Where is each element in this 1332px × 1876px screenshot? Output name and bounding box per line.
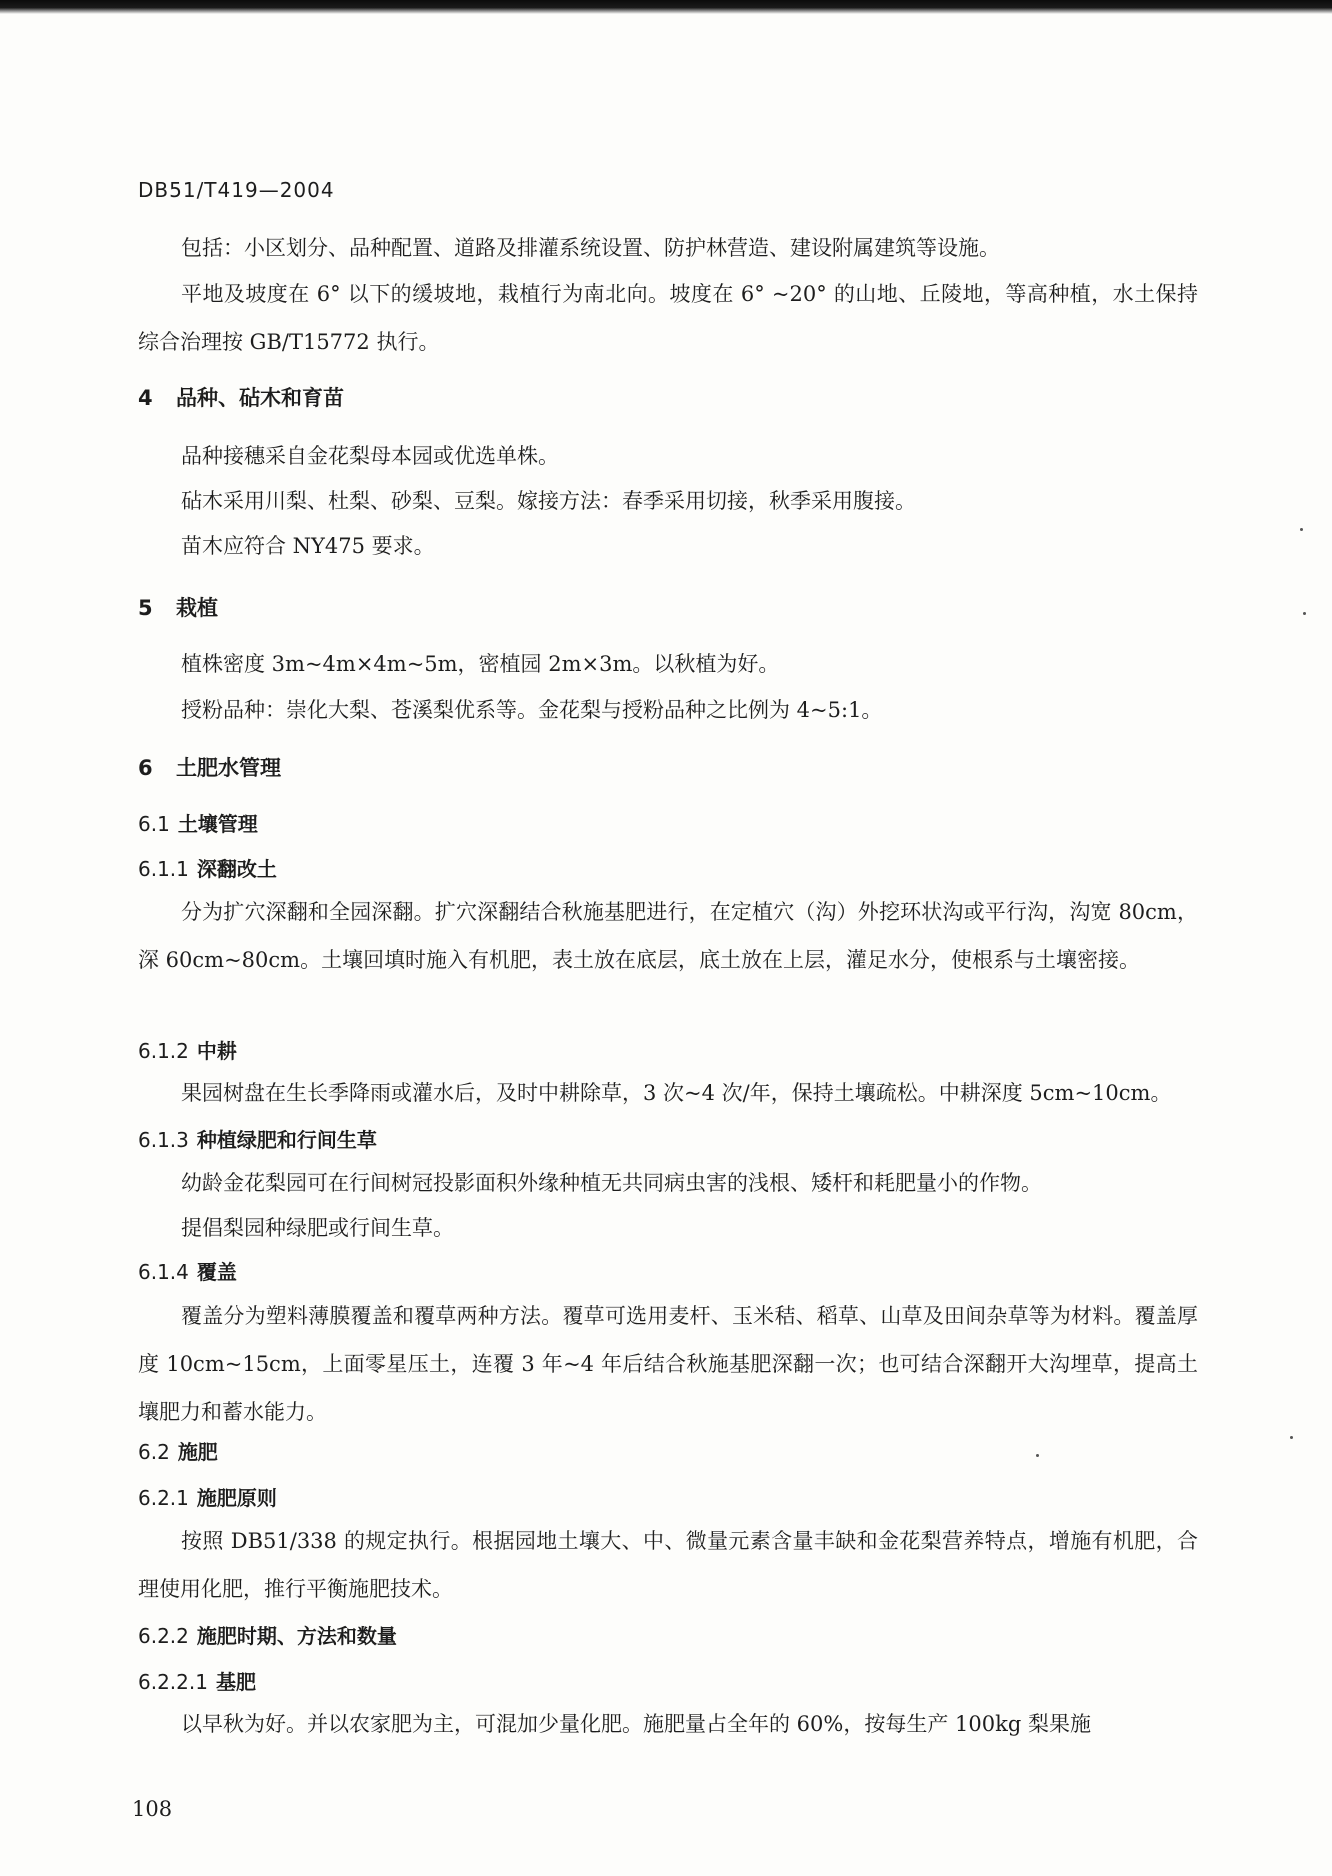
document-id: DB51/T419—2004	[138, 178, 335, 202]
section-6-2-1-paragraph: 按照 DB51/338 的规定执行。根据园地土壤大、中、微量元素含量丰缺和金花梨营养特点，增施有机肥，合理使用化肥，推行平衡施肥技术。	[138, 1529, 1198, 1601]
section-6-1-4-heading	[138, 1256, 237, 1285]
section-6-1-3-paragraph-2: 提倡梨园种绿肥或行间生草。	[181, 1216, 454, 1240]
section-title: 覆盖	[196, 1260, 237, 1284]
section-number: 6.2.1	[138, 1486, 189, 1510]
section-title: 基肥	[215, 1670, 256, 1694]
section-number: 6.1	[138, 812, 170, 836]
section-number: 6.1.4	[138, 1260, 189, 1284]
section-5-heading	[138, 592, 218, 622]
section-6-2-heading	[138, 1436, 218, 1465]
section-number: 6	[138, 756, 153, 780]
scan-top-edge	[0, 0, 1332, 14]
section-title: 土肥水管理	[176, 756, 281, 780]
scan-speck	[1290, 1436, 1293, 1439]
section-title: 种植绿肥和行间生草	[196, 1128, 377, 1152]
section-6-2-2-heading	[138, 1620, 397, 1649]
section-number: 6.2.2	[138, 1624, 189, 1648]
section-title: 中耕	[196, 1039, 237, 1063]
section-title: 栽植	[176, 596, 218, 620]
section-title: 施肥时期、方法和数量	[196, 1624, 397, 1648]
section-4-paragraph-2: 砧木采用川梨、杜梨、砂梨、豆梨。嫁接方法：春季采用切接，秋季采用腹接。	[181, 489, 916, 513]
section-number: 4	[138, 386, 153, 410]
section-6-1-2-paragraph: 果园树盘在生长季降雨或灌水后，及时中耕除草，3 次~4 次/年，保持土壤疏松。中耕深度 5cm~10cm。	[181, 1081, 1172, 1105]
section-number: 6.2	[138, 1440, 170, 1464]
section-number: 6.2.2.1	[138, 1670, 208, 1694]
section-title: 土壤管理	[177, 812, 258, 836]
scan-speck	[1300, 528, 1303, 531]
section-5-paragraph-2: 授粉品种：崇化大梨、苍溪梨优系等。金花梨与授粉品种之比例为 4~5:1。	[181, 698, 883, 722]
section-6-2-2-1-paragraph: 以早秋为好。并以农家肥为主，可混加少量化肥。施肥量占全年的 60%，按每生产 100kg 梨果施	[181, 1712, 1091, 1736]
section-title: 品种、砧木和育苗	[176, 386, 344, 410]
scan-speck	[1036, 1454, 1039, 1457]
section-6-1-4-paragraph: 覆盖分为塑料薄膜覆盖和覆草两种方法。覆草可选用麦杆、玉米秸、稻草、山草及田间杂草等为材料。覆盖厚度 10cm~15cm，上面零星压土，连覆 3 年~4 年后结合秋施基肥深翻一次；也可结合深翻开大沟埋草，提高土壤肥力和蓄水能力。	[138, 1304, 1198, 1424]
section-6-1-2-heading	[138, 1035, 237, 1064]
section-6-1-3-heading	[138, 1124, 377, 1153]
section-6-heading	[138, 752, 281, 782]
page-number: 108	[132, 1797, 173, 1821]
intro-paragraph-2: 平地及坡度在 6° 以下的缓坡地，栽植行为南北向。坡度在 6° ~20° 的山地、丘陵地，等高种植，水土保持综合治理按 GB/T15772 执行。	[138, 282, 1198, 354]
section-4-heading	[138, 382, 344, 412]
section-title: 施肥	[177, 1440, 218, 1464]
section-title: 深翻改土	[196, 857, 277, 881]
section-6-1-1-paragraph: 分为扩穴深翻和全园深翻。扩穴深翻结合秋施基肥进行，在定植穴（沟）外挖环状沟或平行沟，沟宽 80cm，深 60cm~80cm。土壤回填时施入有机肥，表土放在底层，底土放在上层，灌足水分，使根系与土壤密接。	[138, 900, 1198, 972]
section-6-1-heading	[138, 808, 258, 837]
section-6-2-2-1-heading	[138, 1666, 256, 1695]
section-4-paragraph-1: 品种接穗采自金花梨母本园或优选单株。	[181, 444, 559, 468]
section-number: 5	[138, 596, 153, 620]
scan-speck	[1303, 612, 1306, 615]
section-5-paragraph-1: 植株密度 3m~4m×4m~5m，密植园 2m×3m。以秋植为好。	[181, 652, 780, 676]
section-number: 6.1.2	[138, 1039, 189, 1063]
section-title: 施肥原则	[196, 1486, 277, 1510]
section-6-1-3-paragraph-1: 幼龄金花梨园可在行间树冠投影面积外缘种植无共同病虫害的浅根、矮杆和耗肥量小的作物。	[181, 1171, 1042, 1195]
intro-paragraph-1: 包括：小区划分、品种配置、道路及排灌系统设置、防护林营造、建设附属建筑等设施。	[181, 236, 1000, 260]
section-6-1-1-heading	[138, 853, 277, 882]
section-number: 6.1.3	[138, 1128, 189, 1152]
section-6-2-1-heading	[138, 1482, 277, 1511]
section-4-paragraph-3: 苗木应符合 NY475 要求。	[181, 534, 435, 558]
section-number: 6.1.1	[138, 857, 189, 881]
